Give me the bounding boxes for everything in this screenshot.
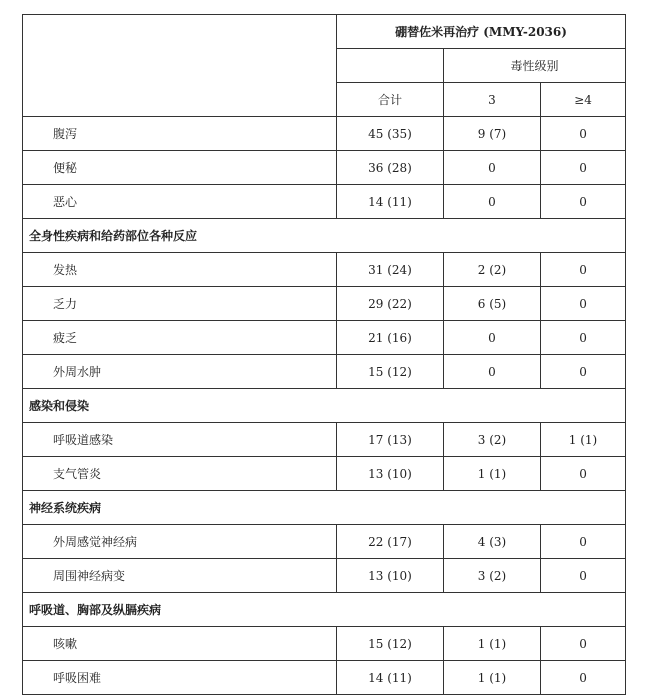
row-grade-3: 1 (1)	[444, 627, 541, 661]
row-grade-3: 3 (2)	[444, 423, 541, 457]
table-row	[23, 525, 626, 559]
row-label: 外周感觉神经病	[23, 525, 337, 559]
header-drug-name: 硼替佐米再治疗 (MMY-2036)	[337, 15, 626, 49]
row-grade-3: 4 (3)	[444, 525, 541, 559]
table-row	[23, 321, 626, 355]
row-label: 发热	[23, 253, 337, 287]
adverse-events-table	[22, 14, 626, 695]
row-total: 29 (22)	[337, 287, 444, 321]
table-row	[23, 253, 626, 287]
row-total: 13 (10)	[337, 559, 444, 593]
row-grade-4: 0	[541, 151, 626, 185]
row-total: 31 (24)	[337, 253, 444, 287]
row-grade-3: 2 (2)	[444, 253, 541, 287]
row-total: 14 (11)	[337, 661, 444, 695]
header-blank-cell	[23, 15, 337, 117]
table-row	[23, 287, 626, 321]
row-grade-4: 0	[541, 185, 626, 219]
category-label: 呼吸道、胸部及纵膈疾病	[23, 593, 626, 627]
row-total: 17 (13)	[337, 423, 444, 457]
header-toxicity-grade: 毒性级别	[444, 49, 626, 83]
row-grade-3: 0	[444, 151, 541, 185]
table-row	[23, 355, 626, 389]
row-total: 15 (12)	[337, 627, 444, 661]
row-total: 14 (11)	[337, 185, 444, 219]
row-grade-3: 0	[444, 321, 541, 355]
row-label: 腹泻	[23, 117, 337, 151]
table-row	[23, 151, 626, 185]
row-label: 疲乏	[23, 321, 337, 355]
row-total: 45 (35)	[337, 117, 444, 151]
header-empty-cell	[337, 49, 444, 83]
row-grade-4: 0	[541, 117, 626, 151]
row-label: 呼吸道感染	[23, 423, 337, 457]
row-grade-3: 3 (2)	[444, 559, 541, 593]
row-grade-3: 1 (1)	[444, 661, 541, 695]
row-grade-4: 0	[541, 627, 626, 661]
row-label: 外周水肿	[23, 355, 337, 389]
header-total: 合计	[337, 83, 444, 117]
category-label: 感染和侵染	[23, 389, 626, 423]
row-grade-4: 0	[541, 457, 626, 491]
header-grade-3: 3	[444, 83, 541, 117]
row-grade-3: 0	[444, 355, 541, 389]
category-row	[23, 389, 626, 423]
row-grade-3: 6 (5)	[444, 287, 541, 321]
row-grade-4: 0	[541, 525, 626, 559]
row-grade-4: 1 (1)	[541, 423, 626, 457]
row-grade-4: 0	[541, 355, 626, 389]
category-row	[23, 491, 626, 525]
row-grade-3: 0	[444, 185, 541, 219]
table-row	[23, 627, 626, 661]
header-row-drug	[23, 15, 626, 49]
header-grade-4: ≥4	[541, 83, 626, 117]
row-grade-3: 9 (7)	[444, 117, 541, 151]
row-label: 乏力	[23, 287, 337, 321]
row-grade-4: 0	[541, 661, 626, 695]
row-grade-4: 0	[541, 287, 626, 321]
row-label: 呼吸困难	[23, 661, 337, 695]
table-row	[23, 559, 626, 593]
row-label: 周围神经病变	[23, 559, 337, 593]
table-row	[23, 117, 626, 151]
table-row	[23, 661, 626, 695]
row-total: 22 (17)	[337, 525, 444, 559]
row-total: 21 (16)	[337, 321, 444, 355]
row-total: 13 (10)	[337, 457, 444, 491]
row-grade-4: 0	[541, 559, 626, 593]
row-label: 咳嗽	[23, 627, 337, 661]
category-label: 神经系统疾病	[23, 491, 626, 525]
row-label: 便秘	[23, 151, 337, 185]
row-total: 15 (12)	[337, 355, 444, 389]
table-body	[23, 15, 626, 695]
row-grade-3: 1 (1)	[444, 457, 541, 491]
category-row	[23, 219, 626, 253]
table-row	[23, 423, 626, 457]
row-label: 支气管炎	[23, 457, 337, 491]
category-row	[23, 593, 626, 627]
table-row	[23, 185, 626, 219]
row-grade-4: 0	[541, 253, 626, 287]
row-total: 36 (28)	[337, 151, 444, 185]
category-label: 全身性疾病和给药部位各种反应	[23, 219, 626, 253]
row-label: 恶心	[23, 185, 337, 219]
table-row	[23, 457, 626, 491]
row-grade-4: 0	[541, 321, 626, 355]
